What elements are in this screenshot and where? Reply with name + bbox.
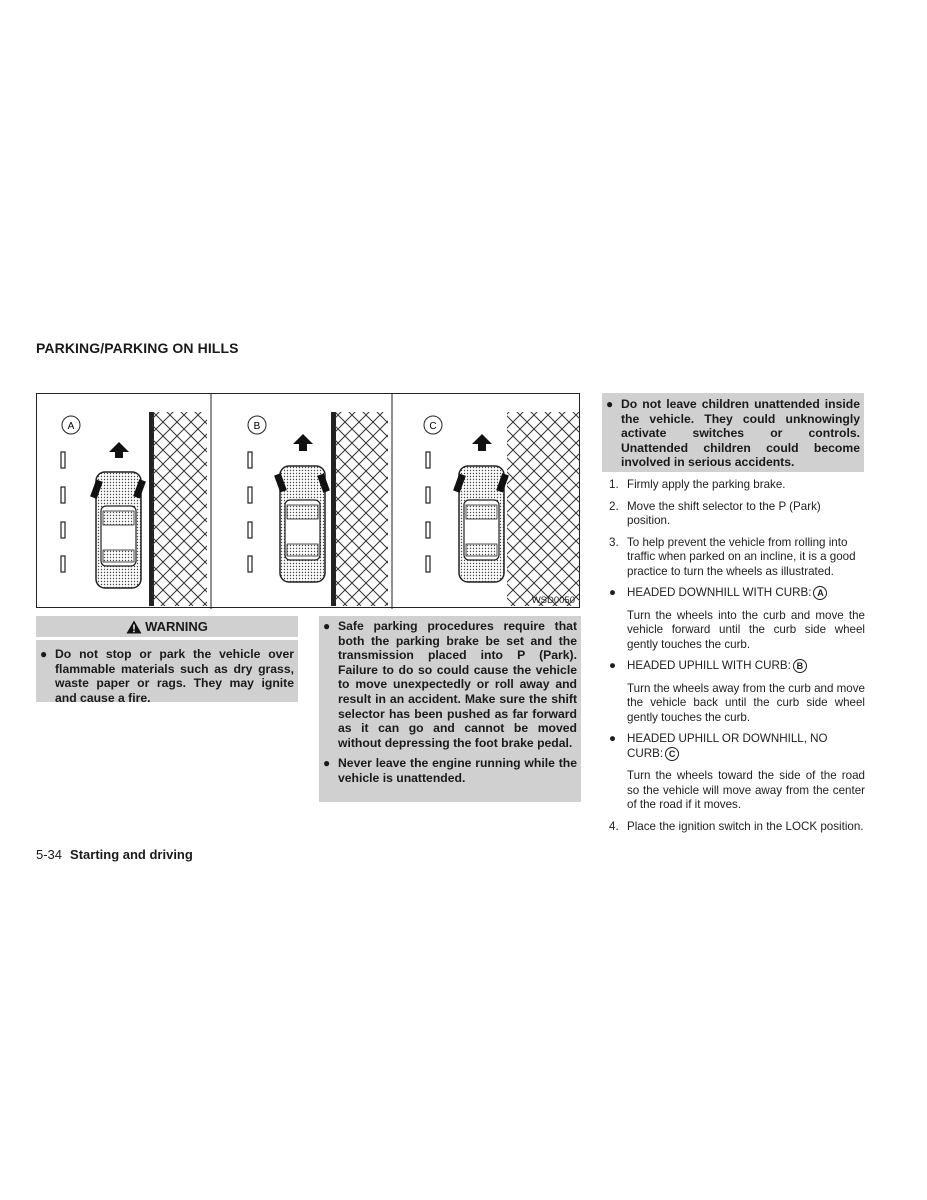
bullet-icon: ● <box>323 756 331 771</box>
parking-steps <box>609 478 865 834</box>
step-2 <box>609 500 865 529</box>
safety-bullet <box>321 756 577 785</box>
panel-label-b: B <box>253 421 261 432</box>
children-warning-box <box>602 393 864 472</box>
case-a <box>609 586 865 601</box>
step-number: 1. <box>609 478 619 491</box>
parking-safety-box <box>319 616 581 802</box>
section-title: PARKING/PARKING ON HILLS <box>36 340 239 356</box>
warning-title: WARNING <box>145 619 208 634</box>
panel-label-a: A <box>67 421 75 432</box>
bullet-icon: ● <box>606 397 614 411</box>
panel-label-c: C <box>429 421 437 432</box>
step-1 <box>609 478 865 493</box>
figure-code: WSD0050 <box>531 595 575 606</box>
case-c <box>609 732 865 761</box>
step-number: 4. <box>609 819 619 833</box>
chapter-title: Starting and driving <box>70 847 193 862</box>
parking-illustration <box>36 393 580 608</box>
warning-header <box>36 616 298 637</box>
car-icon <box>90 472 146 588</box>
warning-bullet <box>38 647 294 705</box>
step-number: 2. <box>609 499 619 513</box>
warning-box <box>36 616 298 705</box>
case-b-text: Turn the wheels away from the curb and move the vehicle back until the curb side wheel gently touches the curb. <box>627 681 865 724</box>
safety-bullet <box>321 619 577 750</box>
step-3 <box>609 536 865 580</box>
page-footer <box>36 847 193 862</box>
marker-c-icon: C <box>665 747 679 761</box>
roadside-hatch <box>507 412 580 606</box>
bullet-icon: ● <box>609 659 617 672</box>
children-bullet <box>604 397 860 470</box>
curb-hatch <box>335 412 388 606</box>
safety-bullet-text: Safe parking procedures require that both the parking brake be set and the transmission placed into P (Park). Failure to do so could cause the vehicle to move unexpectedly or roll away and result in an accident. Make sure the shift selector has been pushed as far forward as it can go and cannot be moved without depressing the foot brake pedal. <box>338 619 577 750</box>
direction-arrow-icon <box>293 434 313 451</box>
case-c-text: Turn the wheels toward the side of the road so the vehicle will move away from the center of the road if it moves. <box>627 769 865 811</box>
bullet-icon: ● <box>609 732 617 745</box>
parking-diagram <box>37 394 581 609</box>
lane-markers <box>248 452 252 572</box>
warning-bullet-text: Do not stop or park the vehicle over flammable materials such as dry grass, waste paper or rags. They may ignite and cause a fire. <box>55 647 294 705</box>
step-number: 3. <box>609 535 619 549</box>
panel-c <box>424 412 580 606</box>
step-text: Place the ignition switch in the LOCK position. <box>627 819 864 833</box>
children-bullet-text: Do not leave children unattended inside the vehicle. They could unknowingly activate switches or controls. Unattended children could become involved in serious accidents. <box>621 397 860 470</box>
car-icon <box>274 466 330 582</box>
step-4 <box>609 820 865 835</box>
car-icon <box>453 466 509 582</box>
direction-arrow-icon <box>109 442 129 458</box>
panel-b <box>248 412 388 606</box>
bullet-icon: ● <box>609 586 617 599</box>
warning-triangle-icon <box>126 620 142 634</box>
case-heading: HEADED UPHILL OR DOWNHILL, NO CURB: <box>627 732 828 760</box>
marker-a-icon: A <box>813 586 827 600</box>
step-text: Move the shift selector to the P (Park) position. <box>627 499 821 527</box>
panel-a <box>61 412 207 606</box>
marker-b-icon: B <box>793 659 807 673</box>
safety-bullet-text: Never leave the engine running while the vehicle is unattended. <box>338 756 577 785</box>
step-text: Firmly apply the parking brake. <box>627 478 786 491</box>
case-heading: HEADED DOWNHILL WITH CURB: <box>627 586 812 599</box>
lane-markers <box>61 452 65 572</box>
bullet-icon: ● <box>323 619 331 633</box>
step-text: To help prevent the vehicle from rolling into traffic when parked on an incline, it is a good practice to turn the wheels as illustrated. <box>627 535 856 578</box>
case-a-text: Turn the wheels into the curb and move the vehicle forward until the curb side wheel gently touches the curb. <box>627 608 865 651</box>
direction-arrow-icon <box>472 434 492 451</box>
case-b <box>609 659 865 674</box>
page-number: 5-34 <box>36 847 63 862</box>
lane-markers <box>426 452 430 572</box>
curb-hatch <box>152 412 207 606</box>
case-heading: HEADED UPHILL WITH CURB: <box>627 659 791 672</box>
bullet-icon: ● <box>40 647 48 661</box>
